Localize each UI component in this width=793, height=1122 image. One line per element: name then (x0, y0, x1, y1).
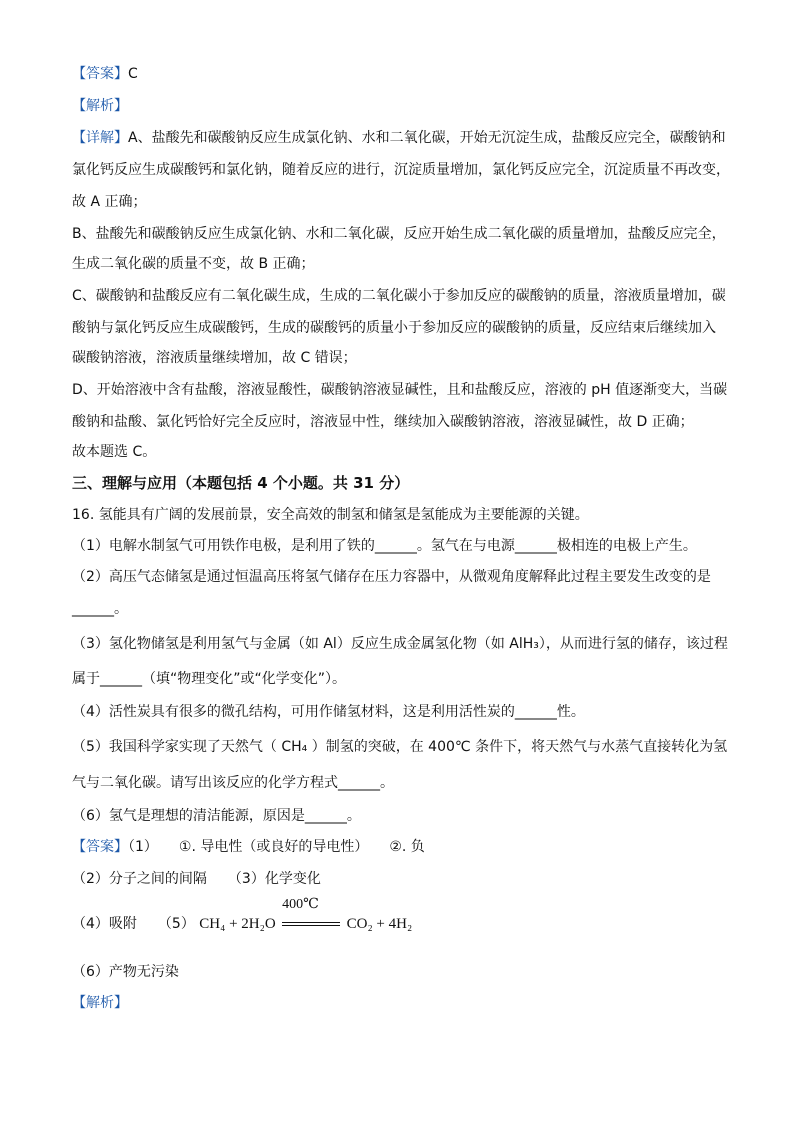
detail-line-5: 生成二氧化碳的质量不变，故 B 正确； (72, 256, 315, 272)
detail-text: A、盐酸先和碳酸钠反应生成氯化钠、水和二氧化碳，开始无沉淀生成，盐酸反应完全，碳酸钠和 (128, 130, 726, 146)
question-part-3-cont: 属于______（填“物理变化”或“化学变化”）。 (72, 671, 347, 687)
answer-tag: 【答案】 (72, 66, 128, 82)
question-stem: 16. 氢能具有广阔的发展前景，安全高效的制氢和储氢是氢能成为主要能源的关键。 (72, 507, 589, 523)
question-part-3: （3）氢化物储氢是利用氢气与金属（如 Al）反应生成金属氢化物（如 AlH₃），从而进行氢的储存，该过程 (72, 636, 728, 652)
detail-line-7: 酸钠与氯化钙反应生成碳酸钙，生成的碳酸钙的质量小于参加反应的碳酸钠的质量，反应结束后继续加入 (72, 320, 716, 336)
condition-label: 400℃ (282, 897, 319, 912)
analysis-tag-2: 【解析】 (72, 995, 128, 1011)
reaction-condition (280, 897, 342, 932)
question-part-5-cont: 气与二氧化碳。请写出该反应的化学方程式______。 (72, 775, 394, 791)
equals-sign (282, 922, 340, 926)
question-part-6: （6）氢气是理想的清洁能源，原因是______。 (72, 808, 361, 824)
equation-lhs: CH₄ + 2H₂O (199, 916, 276, 932)
prev-answer (72, 64, 138, 84)
detail-line-1 (72, 128, 726, 148)
detail-line-2: 氯化钙反应生成碳酸钙和氯化钠，随着反应的进行，沉淀质量增加，氯化钙反应完全，沉淀质量不再改变， (72, 162, 730, 178)
detail-tag: 【详解】 (72, 130, 128, 146)
question-part-2-cont: ______。 (72, 601, 128, 617)
equation-rhs: CO₂ + 4H₂ (346, 916, 413, 932)
section-heading: 三、理解与应用（本题包括 4 个小题。共 31 分） (72, 474, 410, 492)
answer-value: C (128, 66, 138, 82)
detail-line-10: 酸钠和盐酸、氯化钙恰好完全反应时，溶液显中性，继续加入碳酸钠溶液，溶液显碱性，故 D 正确； (72, 414, 694, 430)
detail-line-3: 故 A 正确； (72, 194, 147, 210)
answer-text: （1） ①. 导电性（或良好的导电性） ②. 负 (128, 839, 425, 855)
answer-line-2: （2）分子之间的间隔 （3）化学变化 (72, 871, 321, 887)
detail-line-6: C、碳酸钠和盐酸反应有二氧化碳生成，生成的二氧化碳小于参加反应的碳酸钠的质量，溶液质量增加，碳 (72, 288, 726, 304)
answer-tag: 【答案】 (72, 839, 128, 855)
question-part-2: （2）高压气态储氢是通过恒温高压将氢气储存在压力容器中，从微观角度解释此过程主要发生改变的是 (72, 569, 711, 585)
detail-line-4: B、盐酸先和碳酸钠反应生成氯化钠、水和二氧化碳，反应开始生成二氧化碳的质量增加，盐酸反应完全， (72, 226, 726, 242)
detail-line-9: D、开始溶液中含有盐酸，溶液显酸性，碳酸钠溶液显碱性，且和盐酸反应，溶液的 pH 值逐渐变大，当碳 (72, 382, 728, 398)
answer-line-4: （6）产物无污染 (72, 964, 179, 980)
question-part-1: （1）电解水制氢气可用铁作电极，是利用了铁的______。氢气在与电源______极相连的电极上产生。 (72, 538, 697, 554)
question-part-5: （5）我国科学家实现了天然气（ CH₄ ）制氢的突破，在 400℃ 条件下，将天然气与水蒸气直接转化为氢 (72, 739, 728, 755)
detail-line-8: 碳酸钠溶液，溶液质量继续增加，故 C 错误； (72, 350, 357, 366)
answer-line-3 (72, 897, 413, 944)
question-part-4: （4）活性炭具有很多的微孔结构，可用作储氢材料，这是利用活性炭的______性。 (72, 704, 585, 720)
answer-text: （4）吸附 （5） (72, 916, 195, 932)
detail-line-11: 故本题选 C。 (72, 444, 157, 460)
analysis-tag: 【解析】 (72, 98, 128, 114)
answer-line-1 (72, 837, 425, 857)
